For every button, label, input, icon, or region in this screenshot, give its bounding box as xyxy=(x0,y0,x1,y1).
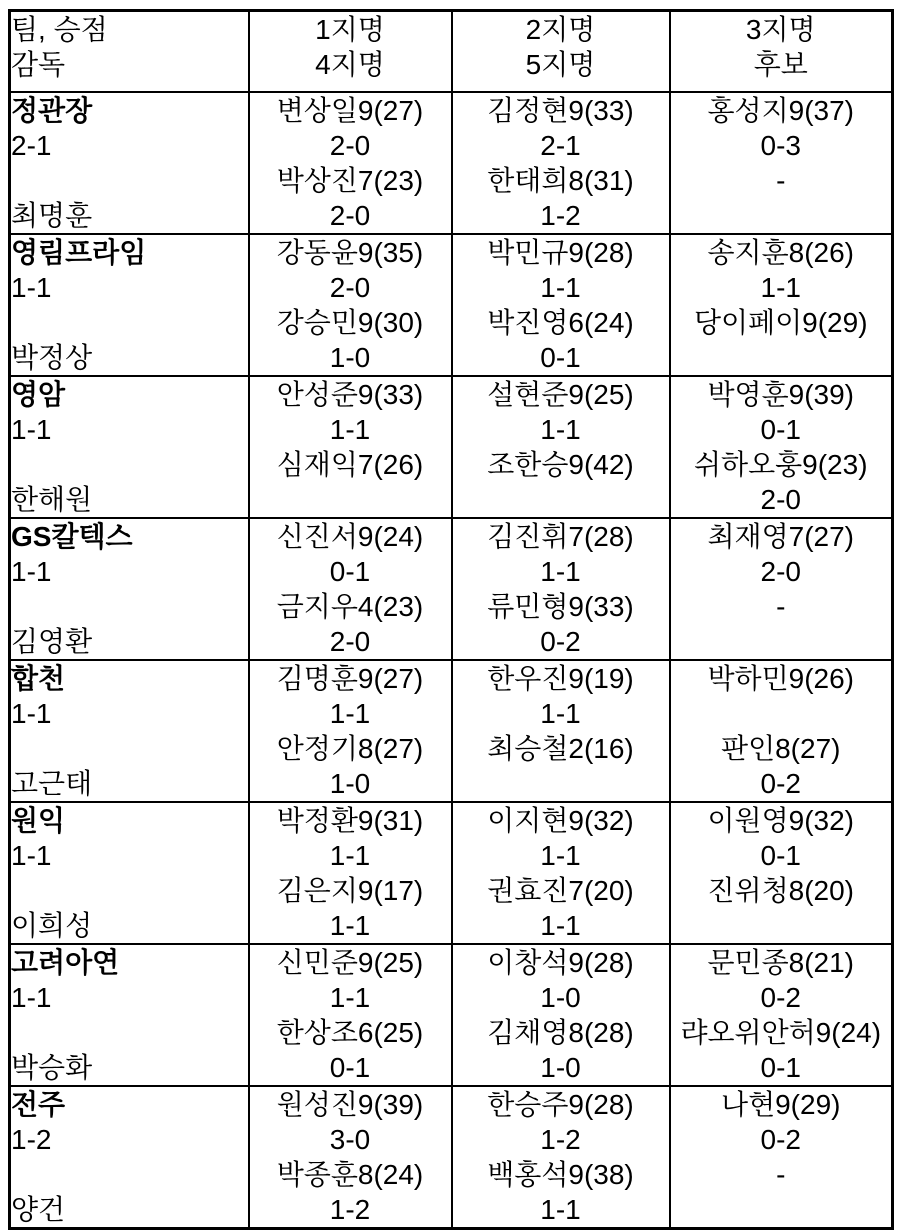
pick5-record: 1-1 xyxy=(540,1193,581,1225)
team-record: 1-1 xyxy=(11,271,52,303)
pick3-name: 문민종8(21) xyxy=(707,946,854,978)
coach-name: 한해원 xyxy=(11,483,93,515)
pick3-record: 0-2 xyxy=(760,981,801,1013)
pick5-name: 조한승9(42) xyxy=(487,448,634,480)
table-row xyxy=(10,92,893,234)
pick3-name: 이원영9(32) xyxy=(707,804,854,836)
sub-name: 쉬하오훙9(23) xyxy=(693,448,868,480)
header-team-cell xyxy=(10,11,249,92)
pick3-record: 0-1 xyxy=(760,839,801,871)
pick4-record xyxy=(250,482,451,517)
team-record: 1-1 xyxy=(11,555,52,587)
pick14-cell xyxy=(249,660,452,802)
pick25-cell xyxy=(452,944,670,1086)
pick3-name: 박하민9(26) xyxy=(707,662,854,694)
pick1-record: 3-0 xyxy=(329,1123,371,1155)
sub-name: 랴오위안허9(24) xyxy=(680,1016,882,1048)
header-pick2-label: 2지명 xyxy=(525,14,596,45)
pick4-name: 김은지9(17) xyxy=(276,874,424,906)
pick3sub-cell xyxy=(670,518,893,660)
pick1-name: 신민준9(25) xyxy=(276,946,424,978)
pick2-name: 이지현9(32) xyxy=(487,804,634,836)
header-pick25-cell xyxy=(452,11,670,92)
team-record: 1-1 xyxy=(11,697,52,729)
team-cell xyxy=(10,802,249,944)
header-pick3-label: 3지명 xyxy=(745,14,816,45)
blank-line xyxy=(11,1015,248,1050)
header-pick5-label: 5지명 xyxy=(525,49,596,80)
pick3-record: 0-3 xyxy=(760,129,801,161)
pick3-record: 1-1 xyxy=(760,271,801,303)
pick5-record: 1-1 xyxy=(540,909,581,941)
pick5-record: 1-2 xyxy=(540,199,581,231)
table-row xyxy=(10,518,893,660)
team-cell xyxy=(10,660,249,802)
pick3-name: 홍성지9(37) xyxy=(707,94,854,126)
pick2-record: 1-1 xyxy=(540,271,581,303)
team-name: 고려아연 xyxy=(11,946,120,978)
pick1-name: 원성진9(39) xyxy=(276,1088,424,1120)
pick4-name: 박종훈8(24) xyxy=(276,1158,424,1190)
team-record: 1-1 xyxy=(11,981,52,1013)
pick1-record: 1-1 xyxy=(329,839,371,871)
pick1-name: 김명훈9(27) xyxy=(276,662,424,694)
pick4-record: 2-0 xyxy=(329,625,371,657)
sub-name: - xyxy=(776,164,786,196)
sub-record xyxy=(671,908,892,943)
sub-name: 당이페이9(29) xyxy=(693,306,868,338)
table-row xyxy=(10,1086,893,1229)
pick4-name: 박상진7(23) xyxy=(276,164,424,196)
pick3-record: 0-2 xyxy=(760,1123,801,1155)
header-pick4-label: 4지명 xyxy=(315,49,385,80)
pick2-name: 한우진9(19) xyxy=(487,662,634,694)
team-roster-table xyxy=(8,9,894,1230)
header-team-points-label: 팀, 승점 xyxy=(11,14,108,45)
pick1-name: 안성준9(33) xyxy=(276,378,424,410)
sub-record: 0-1 xyxy=(760,1051,801,1083)
pick3-name: 송지훈8(26) xyxy=(707,236,854,268)
coach-name: 최명훈 xyxy=(11,199,93,231)
pick5-name: 백홍석9(38) xyxy=(487,1158,634,1190)
pick1-record: 1-1 xyxy=(329,981,371,1013)
pick4-name: 강승민9(30) xyxy=(276,306,424,338)
team-cell xyxy=(10,92,249,234)
table-row xyxy=(10,944,893,1086)
header-coach-label: 감독 xyxy=(11,49,66,80)
pick4-record: 0-1 xyxy=(329,1051,371,1083)
header-pick3sub-cell xyxy=(670,11,893,92)
team-name: GS칼텍스 xyxy=(11,520,133,552)
sub-name: 진위청8(20) xyxy=(707,874,854,906)
team-cell xyxy=(10,234,249,376)
header-pick14-cell xyxy=(249,11,452,92)
pick14-cell xyxy=(249,376,452,518)
team-cell xyxy=(10,518,249,660)
pick14-cell xyxy=(249,944,452,1086)
pick1-record: 1-1 xyxy=(329,413,371,445)
pick5-record xyxy=(453,766,669,801)
pick2-name: 박민규9(28) xyxy=(487,236,634,268)
pick4-record: 2-0 xyxy=(329,199,371,231)
pick4-name: 금지우4(23) xyxy=(276,590,424,622)
header-sub-label: 후보 xyxy=(753,49,808,80)
coach-name: 고근태 xyxy=(11,767,93,799)
team-record: 1-1 xyxy=(11,839,52,871)
pick4-record: 1-0 xyxy=(329,767,371,799)
pick2-record: 1-2 xyxy=(540,1123,581,1155)
pick2-record: 2-1 xyxy=(540,129,581,161)
pick4-name: 한상조6(25) xyxy=(276,1016,424,1048)
team-name: 원익 xyxy=(11,804,66,836)
header-row xyxy=(10,11,893,92)
pick4-record: 1-2 xyxy=(329,1193,371,1225)
pick5-name: 권효진7(20) xyxy=(487,874,634,906)
coach-name: 박정상 xyxy=(11,341,93,373)
pick14-cell xyxy=(249,802,452,944)
pick2-name: 김정현9(33) xyxy=(487,94,634,126)
sub-name: - xyxy=(776,1158,786,1190)
sub-name: - xyxy=(776,590,786,622)
pick2-name: 이창석9(28) xyxy=(487,946,634,978)
pick1-name: 강동윤9(35) xyxy=(276,236,424,268)
pick25-cell xyxy=(452,234,670,376)
pick5-name: 류민형9(33) xyxy=(487,590,634,622)
team-cell xyxy=(10,376,249,518)
table-row xyxy=(10,234,893,376)
pick3sub-cell xyxy=(670,92,893,234)
team-name: 영암 xyxy=(11,378,66,410)
pick3-record: 2-0 xyxy=(760,555,801,587)
team-name: 정관장 xyxy=(11,94,93,126)
pick4-record: 1-1 xyxy=(329,909,371,941)
blank-line xyxy=(11,305,248,340)
pick1-name: 박정환9(31) xyxy=(276,804,424,836)
pick5-name: 박진영6(24) xyxy=(487,306,634,338)
team-cell xyxy=(10,1086,249,1229)
pick1-record: 2-0 xyxy=(329,271,371,303)
pick25-cell xyxy=(452,660,670,802)
team-name: 영림프라임 xyxy=(11,236,147,268)
pick25-cell xyxy=(452,518,670,660)
pick4-name: 안정기8(27) xyxy=(276,732,424,764)
sub-record xyxy=(671,624,892,659)
pick25-cell xyxy=(452,802,670,944)
coach-name: 김영환 xyxy=(11,625,93,657)
team-name: 전주 xyxy=(11,1088,66,1120)
pick1-name: 변상일9(27) xyxy=(276,94,424,126)
pick3-name: 박영훈9(39) xyxy=(707,378,854,410)
pick25-cell xyxy=(452,92,670,234)
pick2-name: 김진휘7(28) xyxy=(487,520,634,552)
sub-name: 판인8(27) xyxy=(721,732,841,764)
sub-record xyxy=(671,1192,892,1227)
blank-line xyxy=(11,163,248,198)
pick3-name: 나현9(29) xyxy=(721,1088,841,1120)
coach-name: 양건 xyxy=(11,1193,66,1225)
pick5-record: 1-0 xyxy=(540,1051,581,1083)
pick14-cell xyxy=(249,234,452,376)
pick2-name: 한승주9(28) xyxy=(487,1088,634,1120)
pick2-name: 설현준9(25) xyxy=(487,378,634,410)
team-record: 1-1 xyxy=(11,413,52,445)
pick5-record: 0-1 xyxy=(540,341,581,373)
pick2-record: 1-1 xyxy=(540,839,581,871)
pick2-record: 1-1 xyxy=(540,555,581,587)
team-record: 2-1 xyxy=(11,129,52,161)
pick3-record: 0-1 xyxy=(760,413,801,445)
table-row xyxy=(10,660,893,802)
pick5-name: 한태희8(31) xyxy=(487,164,634,196)
team-cell xyxy=(10,944,249,1086)
pick5-record: 0-2 xyxy=(540,625,581,657)
blank-line xyxy=(11,1157,248,1192)
pick3sub-cell xyxy=(670,660,893,802)
pick3sub-cell xyxy=(670,802,893,944)
blank-line xyxy=(11,589,248,624)
pick5-name: 최승철2(16) xyxy=(487,732,634,764)
team-name: 합천 xyxy=(11,662,66,694)
pick1-record: 0-1 xyxy=(329,555,371,587)
coach-name: 박승화 xyxy=(11,1051,93,1083)
pick3sub-cell xyxy=(670,944,893,1086)
pick14-cell xyxy=(249,92,452,234)
table-row xyxy=(10,376,893,518)
pick3sub-cell xyxy=(670,234,893,376)
pick3-record xyxy=(671,696,892,731)
pick2-record: 1-1 xyxy=(540,697,581,729)
pick4-name: 심재익7(26) xyxy=(276,448,424,480)
pick2-record: 1-1 xyxy=(540,413,581,445)
pick14-cell xyxy=(249,1086,452,1229)
blank-line xyxy=(11,447,248,482)
pick25-cell xyxy=(452,376,670,518)
blank-line xyxy=(11,731,248,766)
pick1-name: 신진서9(24) xyxy=(276,520,424,552)
pick5-record xyxy=(453,482,669,517)
sub-record xyxy=(671,198,892,233)
pick3-name: 최재영7(27) xyxy=(707,520,854,552)
pick25-cell xyxy=(452,1086,670,1229)
pick2-record: 1-0 xyxy=(540,981,581,1013)
team-record: 1-2 xyxy=(11,1123,52,1155)
header-pick1-label: 1지명 xyxy=(315,14,385,45)
coach-name: 이희성 xyxy=(11,909,93,941)
blank-line xyxy=(11,873,248,908)
sub-record: 0-2 xyxy=(760,767,801,799)
sub-record xyxy=(671,340,892,375)
pick5-name: 김채영8(28) xyxy=(487,1016,634,1048)
pick1-record: 1-1 xyxy=(329,697,371,729)
sub-record: 2-0 xyxy=(760,483,801,515)
table-row xyxy=(10,802,893,944)
pick14-cell xyxy=(249,518,452,660)
pick3sub-cell xyxy=(670,376,893,518)
pick3sub-cell xyxy=(670,1086,893,1229)
pick4-record: 1-0 xyxy=(329,341,371,373)
pick1-record: 2-0 xyxy=(329,129,371,161)
